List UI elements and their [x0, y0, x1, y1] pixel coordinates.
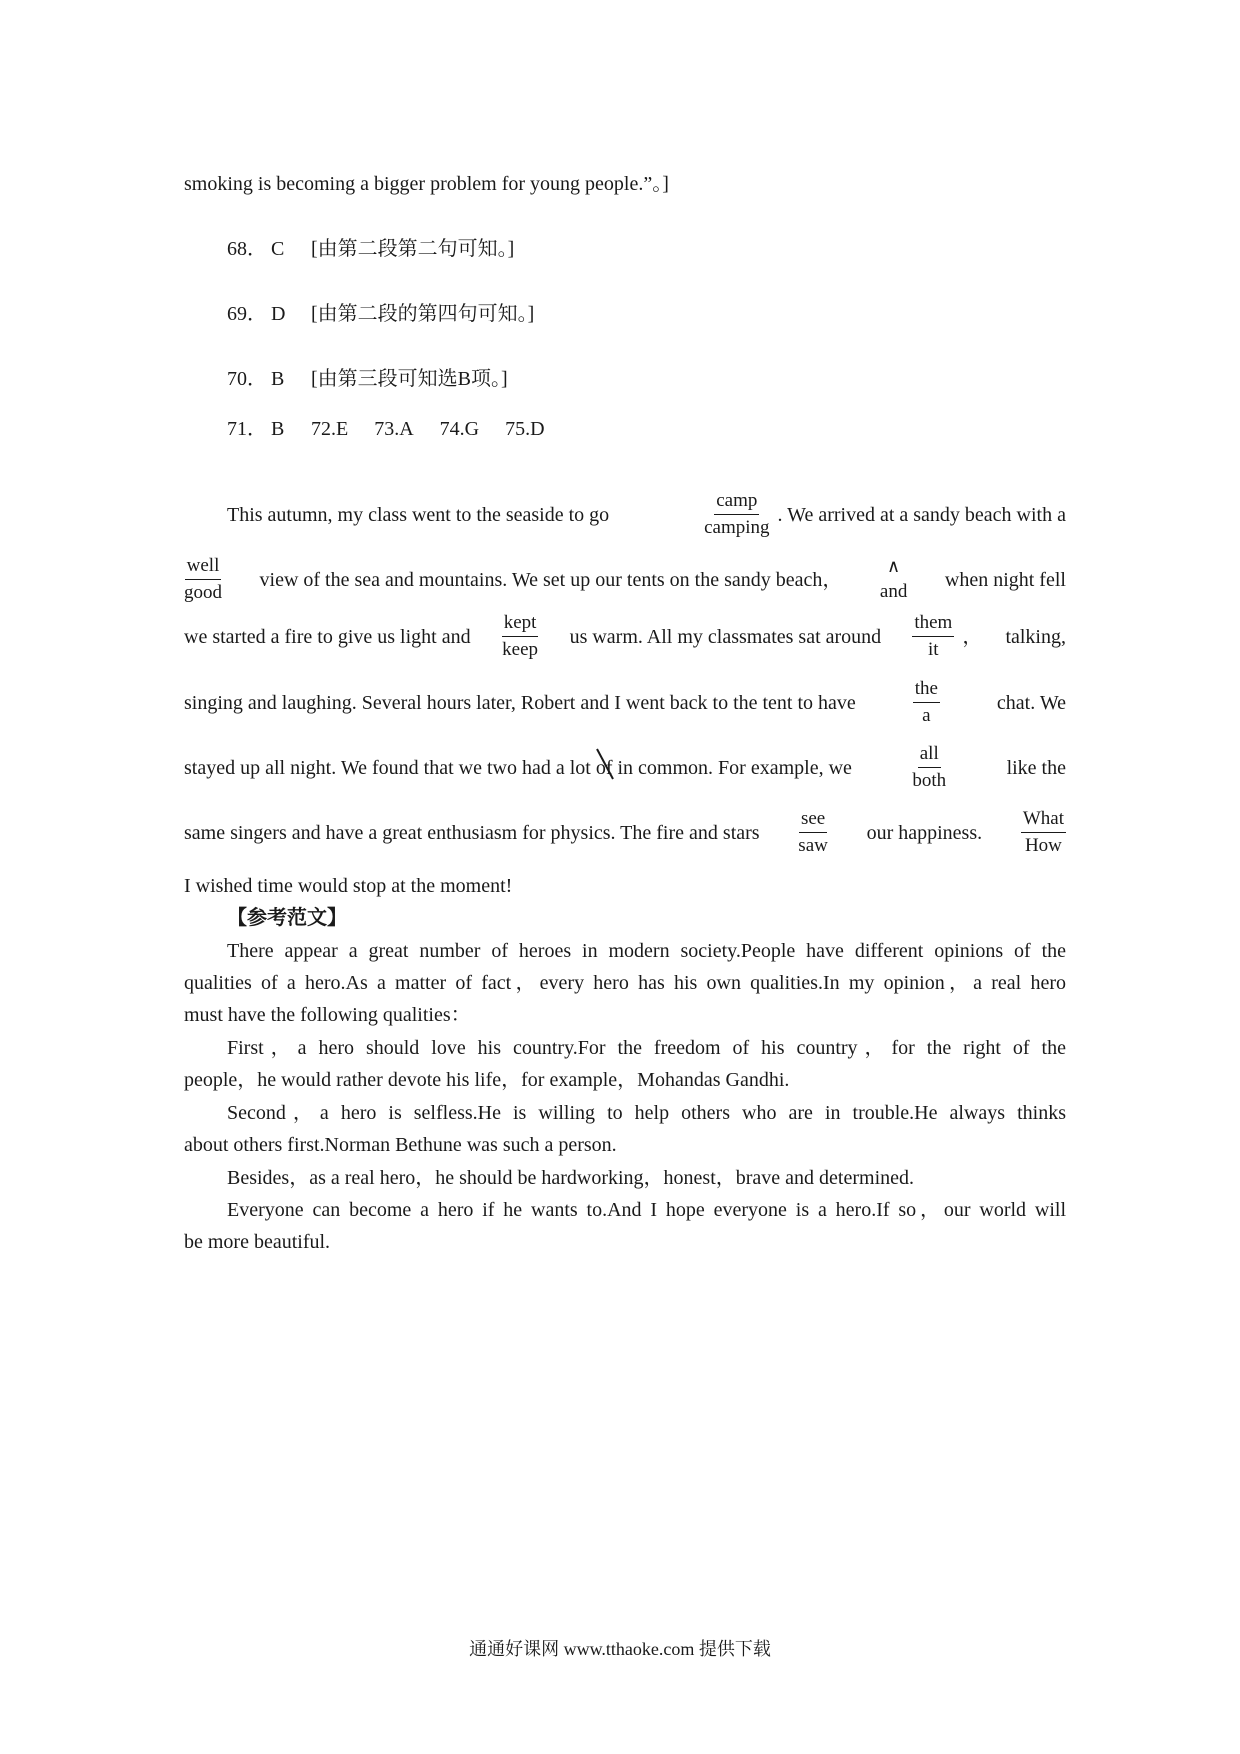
answer-number: 70． — [227, 368, 267, 390]
correction-mark: them it — [914, 612, 953, 660]
correction-text: ， — [962, 625, 983, 648]
insert-mark: ∧ and — [879, 555, 908, 602]
intro-line: smoking is becoming a bigger problem for young people.”。] — [184, 173, 669, 195]
correction-text: same singers and have a great enthusiasm for physics. The fire and stars — [184, 821, 760, 844]
answer-letter: C — [271, 238, 285, 260]
correction-mark: well good — [184, 555, 222, 603]
essay-heading: 【参考范文】 — [227, 907, 347, 929]
correction-text: like the — [1006, 756, 1066, 779]
essay-line: Everyone can become a hero if he wants to.And I hope everyone is a hero.If so，our world will — [227, 1199, 1066, 1221]
answer-letter: B — [271, 418, 285, 440]
correction-mark: the a — [914, 678, 938, 726]
correction-text: our happiness. — [866, 821, 983, 844]
correction-line-6 — [184, 808, 1066, 857]
correction-line-7: I wished time would stop at the moment! — [184, 875, 513, 897]
correction-line-2 — [184, 555, 1066, 604]
correction-text: talking, — [1005, 625, 1066, 648]
essay-line: Second，a hero is selfless.He is willing to help others who are in trouble.He always thinks — [227, 1102, 1066, 1124]
correction-mark: kept keep — [502, 612, 539, 660]
essay-line: people，he would rather devote his life，for example，Mohandas Gandhi. — [184, 1069, 790, 1091]
answer-72: 72.E — [311, 418, 349, 440]
essay-line: about others first.Norman Bethune was such a person. — [184, 1134, 617, 1156]
correction-text: . We arrived at a sandy beach with a — [777, 503, 1066, 526]
delete-mark-icon — [594, 746, 616, 782]
essay-line: be more beautiful. — [184, 1231, 331, 1253]
answer-69 — [227, 300, 534, 328]
correction-text: view of the sea and mountains. We set up our tents on the sandy beach， — [259, 568, 843, 591]
correction-line-4 — [184, 678, 1066, 727]
answer-68 — [227, 235, 514, 263]
answer-75: 75.D — [505, 418, 545, 440]
essay-line: qualities of a hero.As a matter of fact，every hero has his own qualities.In my opinion，a real hero — [184, 972, 1066, 994]
correction-mark: see saw — [798, 808, 828, 856]
correction-mark: What How — [1022, 808, 1064, 856]
essay-line: There appear a great number of heroes in modern society.People have different opinions of the — [227, 940, 1066, 962]
correction-text: singing and laughing. Several hours later, Robert and I went back to the tent to have — [184, 691, 856, 714]
correction-mark: camp camping — [704, 490, 770, 538]
correction-text: we started a fire to give us light and — [184, 625, 471, 648]
answer-letter: D — [271, 303, 286, 325]
deleted-word: of — [596, 754, 613, 782]
answer-number: 69． — [227, 303, 267, 325]
correction-text: stayed up all night. We found that we two had a lot — [184, 756, 591, 779]
correction-line-1 — [227, 490, 1066, 539]
correction-mark: all both — [912, 743, 947, 791]
correction-text: when night fell — [944, 568, 1066, 591]
correction-line-5 — [184, 743, 1066, 792]
answer-number: 71． — [227, 418, 267, 440]
answer-73: 73.A — [374, 418, 414, 440]
answer-letter: B — [271, 368, 285, 390]
correction-text: us warm. All my classmates sat around — [569, 625, 882, 648]
essay-line: must have the following qualities： — [184, 1004, 471, 1026]
answers-71-75 — [227, 415, 545, 443]
correction-text: chat. We — [996, 691, 1066, 714]
correction-text: This autumn, my class went to the seaside to go — [227, 503, 610, 526]
essay-line: Besides，as a real hero，he should be hardworking，honest，brave and determined. — [227, 1167, 915, 1189]
correction-text: in common. For example, we — [617, 756, 852, 779]
answer-note: [由第三段可知选B项。] — [311, 368, 508, 390]
answer-70 — [227, 365, 508, 393]
answer-number: 68． — [227, 238, 267, 260]
correction-line-3 — [184, 612, 1066, 661]
page-footer: 通通好课网 www.tthaoke.com 提供下载 — [469, 1639, 771, 1659]
answer-note: [由第二段第二句可知。] — [311, 238, 515, 260]
answer-74: 74.G — [439, 418, 480, 440]
essay-line: First，a hero should love his country.For the freedom of his country，for the right of the — [227, 1037, 1066, 1059]
answer-note: [由第二段的第四句可知。] — [311, 303, 535, 325]
